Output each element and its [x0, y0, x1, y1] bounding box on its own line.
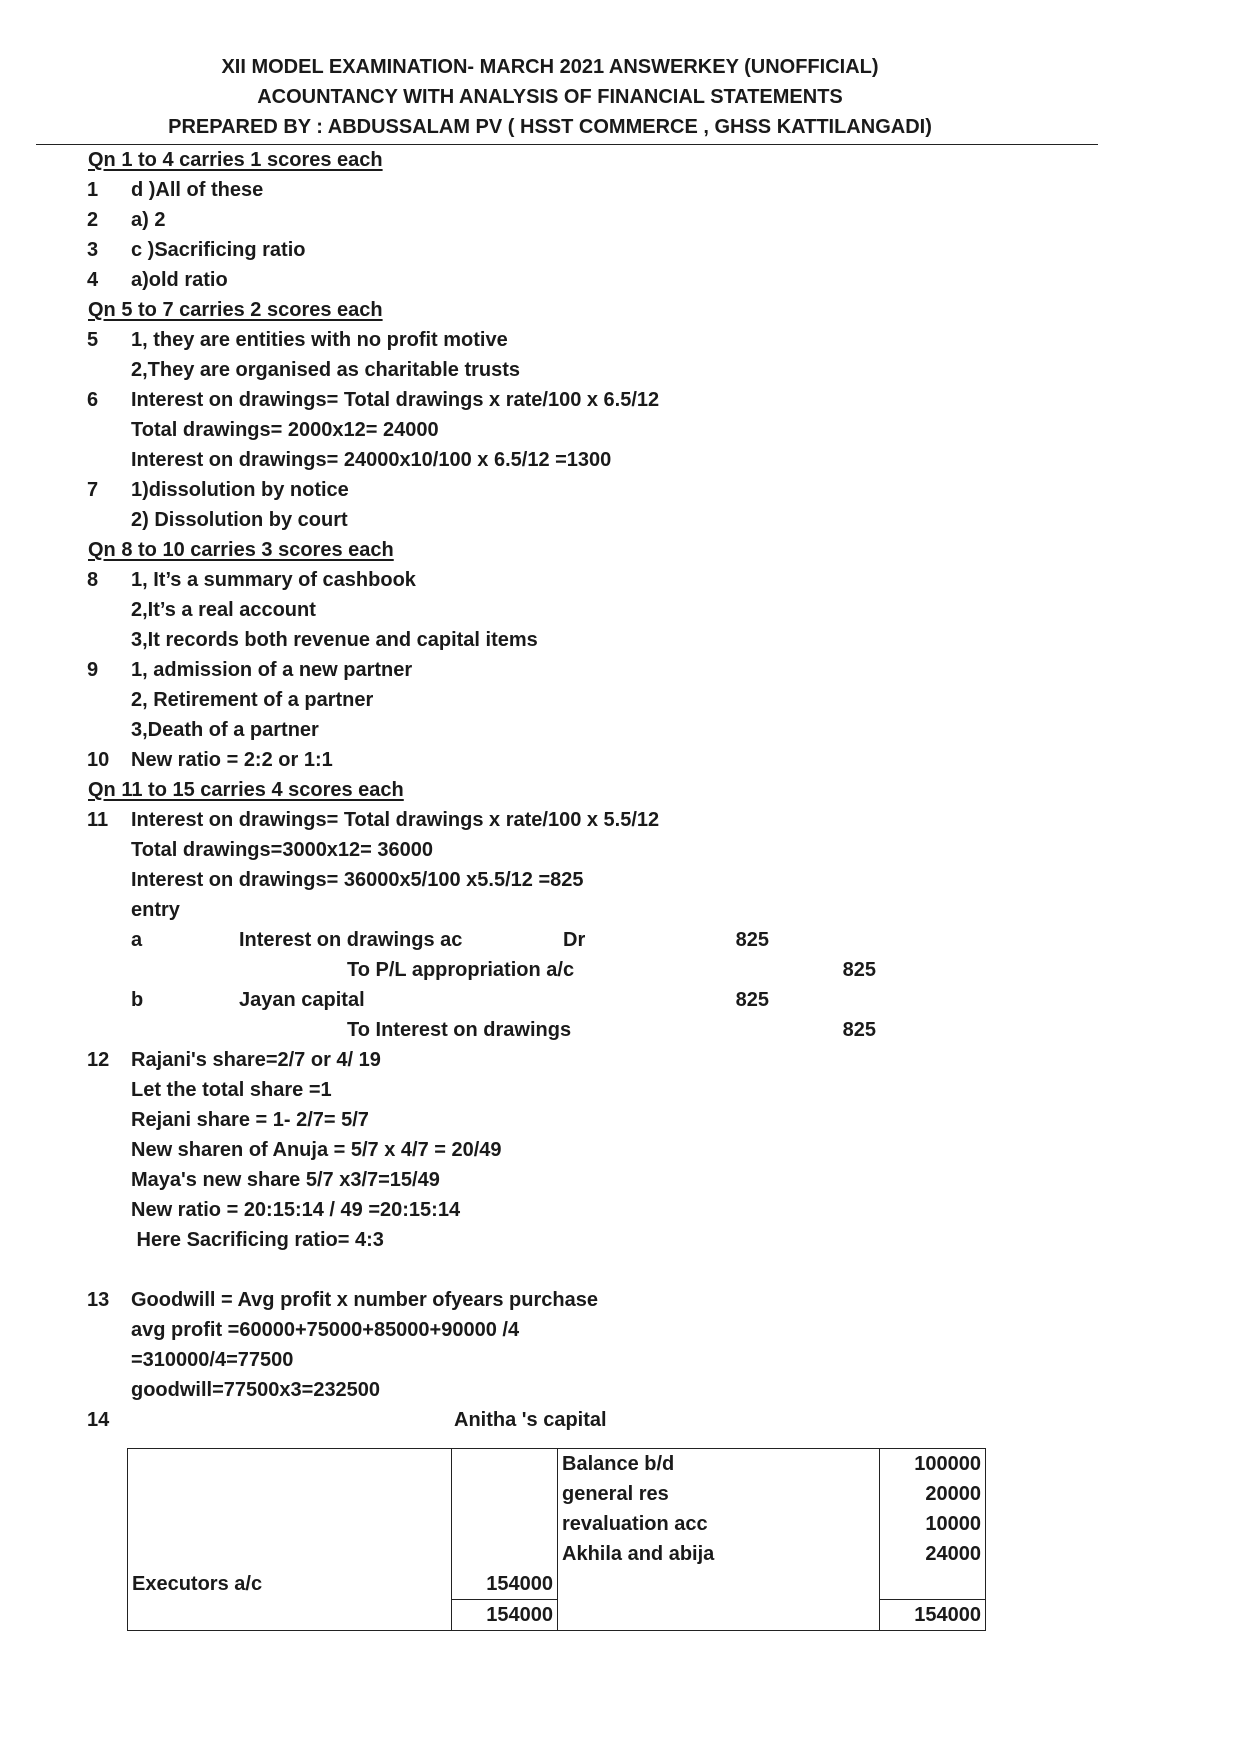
entry-label: a [131, 929, 143, 951]
answer-text: a) 2 [131, 209, 166, 231]
answer-line: Goodwill = Avg profit x number ofyears purchase [131, 1289, 598, 1311]
debit-amount [452, 1479, 558, 1509]
ledger-title: Anitha 's capital [454, 1409, 607, 1431]
header-line-3: PREPARED BY : ABDUSSALAM PV ( HSST COMMERCE , GHSS KATTILANGADI) [168, 116, 932, 138]
question-number: 11 [87, 809, 109, 831]
debit-particular: Executors a/c [128, 1569, 452, 1600]
answer-line: 3,It records both revenue and capital items [131, 629, 538, 651]
header-divider [36, 144, 1098, 145]
debit-amount [452, 1449, 558, 1480]
answer-line: Here Sacrificing ratio= 4:3 [131, 1229, 384, 1251]
credit-total: 154000 [880, 1600, 986, 1631]
answer-text: c )Sacrificing ratio [131, 239, 306, 261]
credit-amount: 10000 [880, 1509, 986, 1539]
answer-line: Let the total share =1 [131, 1079, 332, 1101]
answer-line: goodwill=77500x3=232500 [131, 1379, 381, 1401]
answer-line: New sharen of Anuja = 5/7 x 4/7 = 20/49 [131, 1139, 502, 1161]
question-number: 2 [87, 209, 99, 231]
debit-amount [452, 1509, 558, 1539]
answer-text: New ratio = 2:2 or 1:1 [131, 749, 333, 771]
debit-particular [128, 1449, 452, 1480]
question-number: 3 [87, 239, 99, 261]
answer-line: Interest on drawings= Total drawings x rate/100 x 5.5/12 [131, 809, 660, 831]
credit-particular: general res [558, 1479, 880, 1509]
section-heading-4: Qn 11 to 15 carries 4 scores each [88, 779, 404, 801]
question-number: 13 [87, 1289, 110, 1311]
question-number: 6 [87, 389, 99, 411]
answer-line: New ratio = 20:15:14 / 49 =20:15:14 [131, 1199, 461, 1221]
debit-amount: 825 [735, 929, 769, 951]
answer-line: Interest on drawings= 24000x10/100 x 6.5/12 =1300 [131, 449, 612, 471]
credit-amount: 825 [842, 1019, 876, 1041]
header-line-1: XII MODEL EXAMINATION- MARCH 2021 ANSWERKEY (UNOFFICIAL) [221, 56, 879, 78]
question-number: 10 [87, 749, 110, 771]
question-number: 12 [87, 1049, 110, 1071]
answer-line: 1)dissolution by notice [131, 479, 349, 501]
dr-marker: Dr [563, 929, 586, 951]
section-heading-1: Qn 1 to 4 carries 1 scores each [88, 149, 383, 171]
ledger-row [128, 1569, 986, 1600]
debit-particular [128, 1479, 452, 1509]
section-heading-3: Qn 8 to 10 carries 3 scores each [88, 539, 394, 561]
debit-particular [128, 1539, 452, 1569]
question-number: 9 [87, 659, 99, 681]
ledger-row [128, 1449, 986, 1480]
credit-account: To Interest on drawings [347, 1019, 572, 1041]
entry-label: b [131, 989, 144, 1011]
answer-line: 3,Death of a partner [131, 719, 319, 741]
answer-line: Total drawings=3000x12= 36000 [131, 839, 434, 861]
answer-line: Rajani's share=2/7 or 4/ 19 [131, 1049, 381, 1071]
credit-particular: Balance b/d [558, 1449, 880, 1480]
debit-particular [128, 1600, 452, 1631]
answer-line: 2, Retirement of a partner [131, 689, 374, 711]
answer-line: 2,It’s a real account [131, 599, 316, 621]
debit-amount: 154000 [452, 1569, 558, 1600]
capital-ledger-table [127, 1448, 986, 1631]
answer-line: Rejani share = 1- 2/7= 5/7 [131, 1109, 369, 1131]
answer-line: Maya's new share 5/7 x3/7=15/49 [131, 1169, 440, 1191]
debit-account: Interest on drawings ac [239, 929, 463, 951]
answer-line: 1, It’s a summary of cashbook [131, 569, 416, 591]
credit-amount: 20000 [880, 1479, 986, 1509]
debit-amount [452, 1539, 558, 1569]
credit-amount [880, 1569, 986, 1600]
credit-particular: revaluation acc [558, 1509, 880, 1539]
question-number: 14 [87, 1409, 110, 1431]
section-heading-2: Qn 5 to 7 carries 2 scores each [88, 299, 383, 321]
credit-amount: 100000 [880, 1449, 986, 1480]
answer-line: 2) Dissolution by court [131, 509, 348, 531]
ledger-row [128, 1539, 986, 1569]
question-number: 8 [87, 569, 99, 591]
credit-particular [558, 1569, 880, 1600]
header-line-2: ACOUNTANCY WITH ANALYSIS OF FINANCIAL STATEMENTS [257, 86, 843, 108]
answer-line: Total drawings= 2000x12= 24000 [131, 419, 439, 441]
debit-total: 154000 [452, 1600, 558, 1631]
answer-line: entry [131, 899, 180, 921]
answer-line: 1, admission of a new partner [131, 659, 413, 681]
question-number: 1 [87, 179, 99, 201]
answer-line: Interest on drawings= Total drawings x rate/100 x 6.5/12 [131, 389, 660, 411]
debit-account: Jayan capital [239, 989, 365, 1011]
answer-line: =310000/4=77500 [131, 1349, 294, 1371]
question-number: 5 [87, 329, 99, 351]
credit-account: To P/L appropriation a/c [347, 959, 575, 981]
debit-amount: 825 [735, 989, 769, 1011]
credit-amount: 825 [842, 959, 876, 981]
credit-particular: Akhila and abija [558, 1539, 880, 1569]
credit-particular [558, 1600, 880, 1631]
ledger-row [128, 1509, 986, 1539]
question-number: 7 [87, 479, 99, 501]
answer-line: 2,They are organised as charitable trusts [131, 359, 521, 381]
question-number: 4 [87, 269, 99, 291]
credit-amount: 24000 [880, 1539, 986, 1569]
ledger-total-row [128, 1600, 986, 1631]
answer-text: d )All of these [131, 179, 264, 201]
debit-particular [128, 1509, 452, 1539]
answer-text: a)old ratio [131, 269, 228, 291]
answer-line: avg profit =60000+75000+85000+90000 /4 [131, 1319, 520, 1341]
answer-line: Interest on drawings= 36000x5/100 x5.5/12 =825 [131, 869, 584, 891]
answer-line: 1, they are entities with no profit motive [131, 329, 508, 351]
ledger-row [128, 1479, 986, 1509]
